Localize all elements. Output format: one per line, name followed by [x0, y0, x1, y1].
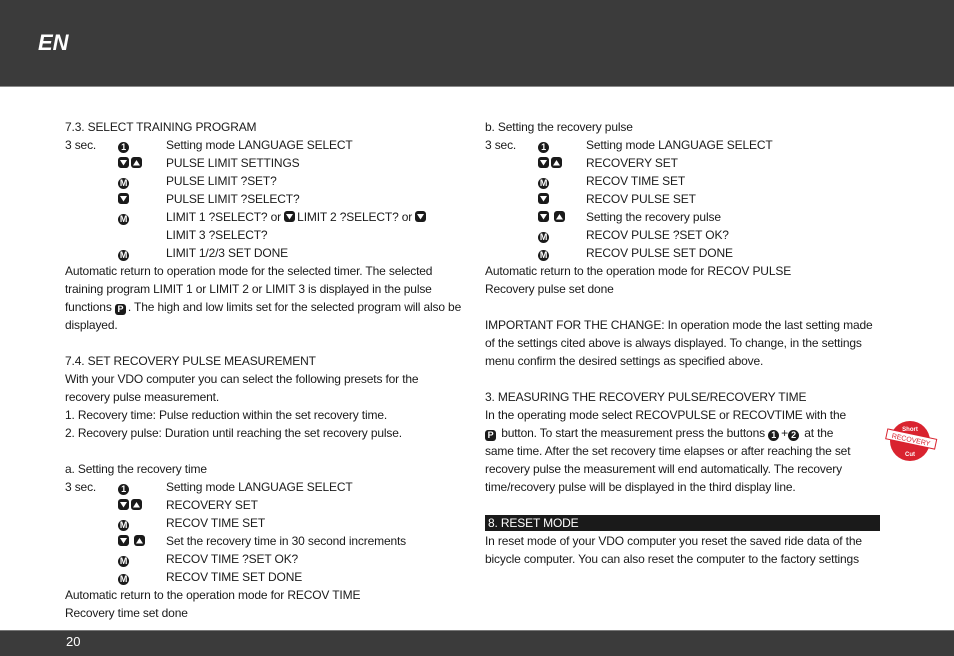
arrow-down-icon: [118, 157, 129, 168]
step-row: M PULSE LIMIT ?SET?: [119, 174, 277, 188]
button-1-icon: 1: [768, 430, 779, 441]
section-7-4-title: 7.4. SET RECOVERY PULSE MEASUREMENT: [65, 354, 316, 368]
subsection-a-title: a. Setting the recovery time: [65, 462, 207, 476]
step-row: PULSE LIMIT SETTINGS: [65, 154, 465, 172]
button-p-icon: P: [485, 430, 496, 441]
page-header: [0, 0, 954, 87]
button-m-icon: M: [119, 214, 128, 224]
paragraph: With your VDO computer you can select the following presets for the recovery pulse measurement.: [65, 372, 419, 404]
shortcut-recovery-icon: [884, 418, 938, 464]
arrow-down-icon: [538, 193, 549, 204]
button-m-icon: M: [119, 250, 128, 260]
arrow-down-icon: [538, 157, 549, 168]
arrow-down-icon: [538, 211, 549, 222]
button-1-icon: 1: [538, 142, 549, 153]
step-row: M RECOV PULSE SET DONE: [539, 246, 733, 260]
step-row: M RECOV TIME SET: [119, 516, 266, 530]
arrow-up-icon: [131, 499, 142, 510]
paragraph: Automatic return to the operation mode for RECOV TIME: [65, 588, 361, 602]
svg-text:Cut: Cut: [905, 452, 915, 458]
step-row: 3 sec. 1 Setting mode LANGUAGE SELECT: [65, 480, 353, 494]
step-row: Setting the recovery pulse: [485, 208, 885, 226]
button-m-icon: M: [539, 232, 548, 242]
step-row: Set the recovery time in 30 second increments: [65, 532, 465, 550]
paragraph: Recovery time set done: [65, 606, 188, 620]
button-1-icon: 1: [118, 142, 129, 153]
arrow-down-icon: [118, 535, 129, 546]
step-row: M LIMIT 1/2/3 SET DONE: [119, 246, 288, 260]
paragraph: Recovery pulse set done: [485, 282, 614, 296]
section-7-3-title: 7.3. SELECT TRAINING PROGRAM: [65, 120, 257, 134]
section-8-title: 8. RESET MODE: [485, 515, 880, 531]
paragraph: same time. After the set recovery time elapses or after reaching the set recovery pulse the measurement will end automatically. The recovery time/recovery pulse will be displayed in the third display line.: [485, 444, 851, 494]
button-m-icon: M: [119, 178, 128, 188]
list-item: 1. Recovery time: Pulse reduction within the set recovery time.: [65, 408, 388, 422]
right-column: [485, 118, 885, 568]
arrow-up-icon: [554, 211, 565, 222]
step-row: 3 sec. 1 Setting mode LANGUAGE SELECT: [65, 138, 353, 152]
step-row: RECOVERY SET: [485, 154, 885, 172]
step-row: PULSE LIMIT ?SELECT?: [65, 190, 465, 208]
language-label: EN: [38, 30, 69, 55]
paragraph: In reset mode of your VDO computer you reset the saved ride data of the bicycle computer. You can also reset the computer to the factory settings: [485, 534, 862, 566]
button-m-icon: M: [119, 574, 128, 584]
button-m-icon: M: [539, 178, 548, 188]
arrow-up-icon: [134, 535, 145, 546]
button-m-icon: M: [539, 250, 548, 260]
step-row: RECOVERY SET: [65, 496, 465, 514]
arrow-up-icon: [131, 157, 142, 168]
svg-text:RECOVERY: RECOVERY: [891, 432, 931, 448]
page-footer: [0, 630, 954, 656]
paragraph: In the operating mode select RECOVPULSE or RECOVTIME with the: [485, 408, 847, 422]
button-p-icon: P: [115, 304, 126, 315]
button-m-icon: M: [119, 520, 128, 530]
step-row: M RECOV TIME ?SET OK?: [119, 552, 299, 566]
arrow-down-icon: [118, 499, 129, 510]
important-note: IMPORTANT FOR THE CHANGE: In operation mode the last setting made of the settings cited above is always displayed. To change, in the settings menu confirm the desired settings as specified above.: [485, 318, 873, 368]
step-row: M LIMIT 1 ?SELECT? or LIMIT 2 ?SELECT? or LIMIT 3 ?SELECT?: [65, 208, 465, 244]
left-column: [65, 118, 465, 622]
step-row: RECOV PULSE SET: [485, 190, 885, 208]
arrow-down-icon: [118, 193, 129, 204]
section-3-title: 3. MEASURING THE RECOVERY PULSE/RECOVERY TIME: [485, 390, 807, 404]
paragraph: P button. To start the measurement press the buttons 1 + 2 at the: [485, 424, 885, 442]
paragraph: Automatic return to the operation mode for RECOV PULSE: [485, 264, 792, 278]
arrow-down-icon: [284, 211, 295, 222]
arrow-down-icon: [415, 211, 426, 222]
list-item: 2. Recovery pulse: Duration until reaching the set recovery pulse.: [65, 426, 402, 440]
step-row: M RECOV TIME SET DONE: [119, 570, 303, 584]
button-2-icon: 2: [788, 430, 799, 441]
page-number: 20: [66, 634, 81, 649]
button-m-icon: M: [119, 556, 128, 566]
subsection-b-title: b. Setting the recovery pulse: [485, 120, 633, 134]
step-row: M RECOV PULSE ?SET OK?: [539, 228, 729, 242]
step-row: 3 sec. 1 Setting mode LANGUAGE SELECT: [485, 138, 773, 152]
svg-text:Short: Short: [902, 427, 918, 433]
step-row: M RECOV TIME SET: [539, 174, 686, 188]
button-1-icon: 1: [118, 484, 129, 495]
paragraph: Automatic return to operation mode for the selected timer. The selected training program LIMIT 1 or LIMIT 2 or LIMIT 3 is displayed in the pulse functions P . The high and low limits set for the selected program will also be displayed.: [65, 264, 462, 332]
arrow-up-icon: [551, 157, 562, 168]
